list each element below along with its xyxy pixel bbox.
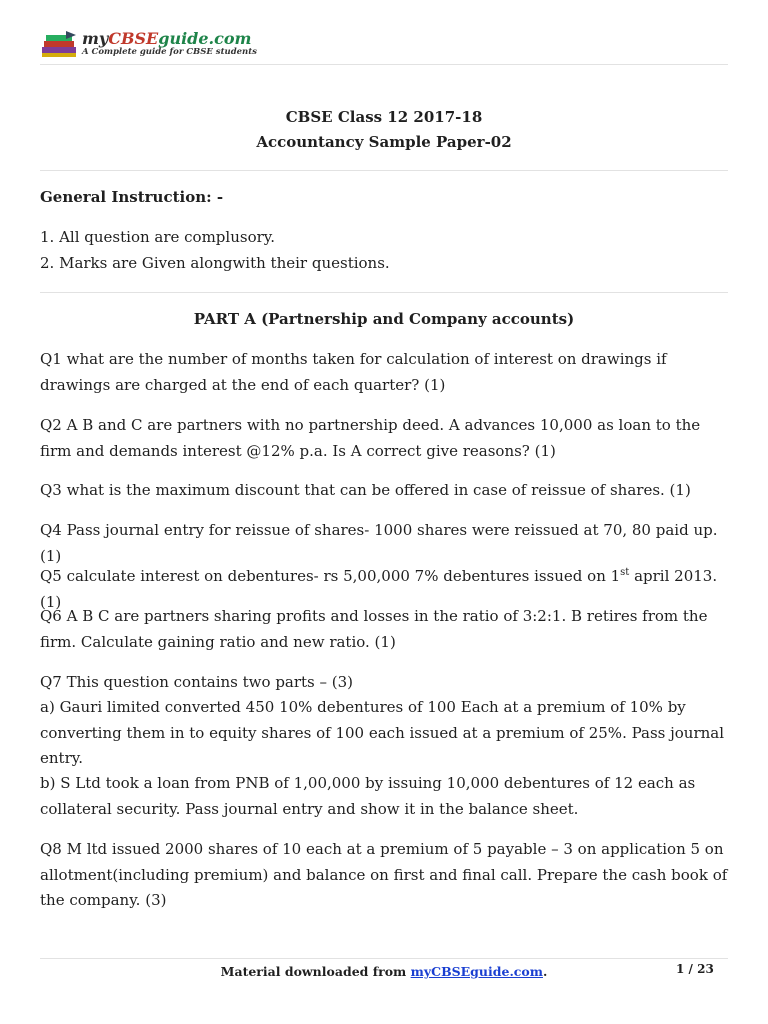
question-8: Q8 M ltd issued 2000 shares of 10 each at a premium of 5 payable – 3 on application 5 on allotment(including premium) and balance on first and final call. Prepare the cash book of the company. (3) [40,840,728,909]
footer-divider [40,958,728,959]
header-divider [40,64,728,65]
question-7-part-b: b) S Ltd took a loan from PNB of 1,00,000 by issuing 10,000 debentures of 12 each as collateral security. Pass journal entry and show it in the balance sheet. [40,774,696,818]
instruction-item: 1. All question are complusory. [40,228,276,246]
question-2: Q2 A B and C are partners with no partnership deed. A advances 10,000 as loan to the firm and demands interest @12% p.a. Is A correct give reasons? (1) [40,416,701,460]
question-7-part-a: a) Gauri limited converted 450 10% debentures of 100 Each at a premium of 10% by converting them in to equity shares of 100 each issued at a premium of 25%. Pass journal entry. [40,698,725,767]
page-header [40,26,728,62]
books-icon [40,29,80,59]
superscript-st: st [620,567,630,578]
document-subtitle: Accountancy Sample Paper-02 [256,133,512,151]
question-7-intro: Q7 This question contains two parts – (3) [40,673,354,691]
question-3: Q3 what is the maximum discount that can be offered in case of reissue of shares. (1) [40,481,691,499]
title-divider [40,170,728,171]
question-5: Q5 calculate interest on debentures- rs 5,00,000 7% debentures issued on 1st april 2013. (1) [40,567,718,611]
page-footer: Material downloaded from myCBSEguide.com. [220,964,548,979]
question-4: Q4 Pass journal entry for reissue of shares- 1000 shares were reissued at 70, 80 paid up. (1) [40,521,718,565]
instruction-item: 2. Marks are Given alongwith their questions. [40,254,390,272]
logo-brand: myCBSEguide.com [82,29,252,49]
footer-site-link[interactable]: myCBSEguide.com [410,964,543,979]
document-title: CBSE Class 12 2017-18 [285,108,483,126]
question-6: Q6 A B C are partners sharing profits and losses in the ratio of 3:2:1. B retires from the firm. Calculate gaining ratio and new ratio. (1) [40,607,708,651]
part-heading: PART A (Partnership and Company accounts) [193,310,575,328]
instructions-divider [40,292,728,293]
question-1: Q1 what are the number of months taken for calculation of interest on drawings if drawings are charged at the end of each quarter? (1) [40,350,667,394]
instructions-heading: General Instruction: - [40,188,224,206]
site-logo[interactable] [40,26,257,62]
logo-tagline: A Complete guide for CBSE students [82,47,257,58]
page-number: 1 / 23 [676,962,714,976]
